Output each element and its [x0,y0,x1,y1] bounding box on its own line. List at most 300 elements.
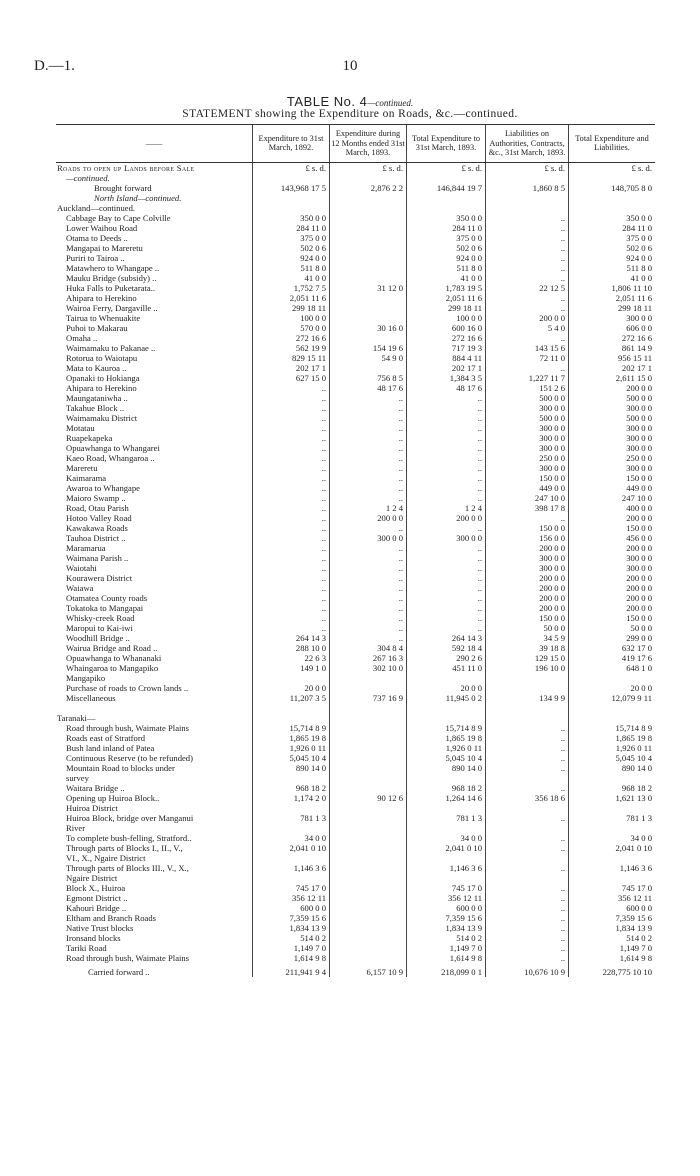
amount-cell: 1,926 0 11 [407,743,486,753]
amount-cell: .. [253,463,330,473]
table-row [56,253,655,263]
amount-cell: .. [253,543,330,553]
amount-cell: 781 1 3 [569,813,656,823]
amount-cell: 781 1 3 [407,813,486,823]
row-label [56,703,253,713]
amount-cell [253,703,330,713]
amount-cell: 924 0 0 [253,253,330,263]
amount-cell: .. [253,423,330,433]
amount-cell [569,853,656,863]
amount-cell: .. [486,253,569,263]
amount-cell: 149 1 0 [253,663,330,673]
row-label: Block X., Huiroa [66,882,126,893]
amount-cell: 15,714 8 9 [407,723,486,733]
document-code: D.—1. [34,58,75,74]
amount-cell: 356 12 11 [407,893,486,903]
row-label: Puriri to Tairoa .. [66,252,125,263]
row-label: Awaroa to Whangape [66,482,140,493]
amount-cell: 200 0 0 [569,573,656,583]
amount-cell: 632 17 0 [569,643,656,653]
row-label: Kourawera District [66,572,133,583]
amount-cell: 300 0 0 [486,433,569,443]
amount-cell: 200 0 0 [486,573,569,583]
amount-cell: .. [253,613,330,623]
amount-cell: .. [407,623,486,633]
row-label: Eltham and Branch Roads [66,912,156,923]
table-row [56,823,655,833]
amount-cell: .. [486,923,569,933]
amount-cell [486,873,569,883]
amount-cell: .. [486,333,569,343]
amount-cell: 1,174 2 0 [253,793,330,803]
page-header [0,58,700,82]
row-label: Purchase of roads to Crown lands .. [66,682,189,693]
amount-cell: 627 15 0 [253,373,330,383]
amount-cell: 272 16 6 [253,333,330,343]
table-row [56,443,655,453]
amount-cell: .. [407,523,486,533]
table-row [56,863,655,873]
amount-cell [330,203,407,213]
amount-cell [330,903,407,913]
amount-cell [407,203,486,213]
amount-cell [330,753,407,763]
amount-cell [253,773,330,783]
amount-cell: 456 0 0 [569,533,656,543]
row-label: Puhoi to Makarau [66,322,128,333]
amount-cell: .. [253,523,330,533]
amount-cell: 284 11 0 [569,223,656,233]
amount-cell: 356 12 11 [253,893,330,903]
table-row [56,162,655,173]
amount-cell: 562 19 9 [253,343,330,353]
amount-cell: .. [330,483,407,493]
amount-cell: .. [330,493,407,503]
amount-cell [569,873,656,883]
amount-cell: .. [253,553,330,563]
table-row [56,903,655,913]
amount-cell: .. [253,583,330,593]
amount-cell: 154 19 6 [330,343,407,353]
amount-cell: .. [330,613,407,623]
amount-cell: 1,806 11 10 [569,283,656,293]
row-label: Road, Otau Parish [66,502,129,513]
amount-cell: .. [486,723,569,733]
table-row [56,743,655,753]
amount-cell: 20 0 0 [569,683,656,693]
amount-cell: .. [330,393,407,403]
table-row [56,763,655,773]
table-row [56,393,655,403]
table-row [56,343,655,353]
amount-cell: .. [330,523,407,533]
amount-cell: 1,614 9 8 [253,953,330,963]
amount-cell [253,173,330,183]
amount-cell [253,203,330,213]
amount-cell: 200 0 0 [569,543,656,553]
amount-cell [486,853,569,863]
amount-cell [330,723,407,733]
table-row [56,263,655,273]
amount-cell [569,713,656,723]
amount-cell: 200 0 0 [569,593,656,603]
amount-cell: 745 17 0 [253,883,330,893]
row-label: Mangapiko [66,672,106,683]
amount-cell: 50 0 0 [486,623,569,633]
table-row [56,233,655,243]
amount-cell: 200 0 0 [486,543,569,553]
amount-cell: 143 15 6 [486,343,569,353]
column-header-exp-12-months: Expenditure during 12 Months ended 31st March, 1893. [330,125,407,163]
amount-cell: 606 0 0 [569,323,656,333]
amount-cell: .. [486,233,569,243]
amount-cell: 356 12 11 [569,893,656,903]
amount-cell: 2,876 2 2 [330,183,407,193]
amount-cell: 449 0 0 [569,483,656,493]
table-row [56,533,655,543]
amount-cell: .. [486,843,569,853]
row-label: Mareretu [66,462,98,473]
amount-cell: 375 0 0 [569,233,656,243]
amount-cell: 10,676 10 9 [486,963,569,977]
amount-cell: 570 0 0 [253,323,330,333]
table-row [56,593,655,603]
amount-cell [569,773,656,783]
amount-cell: .. [486,273,569,283]
amount-cell: 1,149 7 0 [569,943,656,953]
amount-cell: 100 0 0 [407,313,486,323]
amount-cell: 72 11 0 [486,353,569,363]
table-row [56,753,655,763]
table-row [56,483,655,493]
amount-cell: 449 0 0 [486,483,569,493]
row-label: Kawakawa Roads [66,522,128,533]
table-row [56,723,655,733]
amount-cell: .. [486,293,569,303]
amount-cell: 200 0 0 [569,383,656,393]
amount-cell [330,293,407,303]
amount-cell: 1,149 7 0 [253,943,330,953]
amount-cell: 717 19 3 [407,343,486,353]
amount-cell [407,873,486,883]
amount-cell: 200 0 0 [486,603,569,613]
amount-cell: .. [486,363,569,373]
table-row [56,383,655,393]
amount-cell: .. [486,813,569,823]
row-label: Ruapekapeka [66,432,113,443]
amount-cell: .. [330,473,407,483]
amount-cell: 968 18 2 [569,783,656,793]
row-label: survey [66,772,89,783]
amount-cell: .. [253,383,330,393]
table-row [56,563,655,573]
amount-cell: 100 0 0 [253,313,330,323]
amount-cell: 200 0 0 [486,583,569,593]
row-label: Lower Waihou Road [66,222,138,233]
amount-cell [330,333,407,343]
amount-cell: .. [407,423,486,433]
amount-cell: .. [486,753,569,763]
table-row [56,833,655,843]
table-row [56,933,655,943]
amount-cell: 1,865 19 8 [569,733,656,743]
amount-cell: .. [253,573,330,583]
row-label: Road through bush, Waimate Plains [66,952,190,963]
table-row [56,873,655,883]
amount-cell [486,773,569,783]
amount-cell: .. [407,463,486,473]
table-row [56,893,655,903]
amount-cell [330,813,407,823]
amount-cell: .. [407,613,486,623]
amount-cell: 451 11 0 [407,663,486,673]
amount-cell: 300 0 0 [569,423,656,433]
amount-cell [407,713,486,723]
amount-cell: £ s. d. [486,162,569,173]
row-label: Egmont District .. [66,892,128,903]
amount-cell: .. [330,403,407,413]
amount-cell: 299 18 11 [569,303,656,313]
amount-cell: .. [330,443,407,453]
row-label: Auckland—continued. [57,202,136,213]
amount-cell: .. [407,453,486,463]
amount-cell: 300 0 0 [486,423,569,433]
amount-cell: 11,945 0 2 [407,693,486,703]
amount-cell [569,703,656,713]
amount-cell: .. [330,413,407,423]
amount-cell: 300 0 0 [486,563,569,573]
amount-cell: 267 16 3 [330,653,407,663]
amount-cell: 54 9 0 [330,353,407,363]
table-row [56,963,655,977]
table-header [56,125,655,163]
amount-cell [407,173,486,183]
amount-cell: 48 17 6 [407,383,486,393]
amount-cell [253,713,330,723]
row-label: Hotoo Valley Road [66,512,132,523]
amount-cell: 41 0 0 [407,273,486,283]
table-row [56,333,655,343]
amount-cell: 600 0 0 [407,903,486,913]
amount-cell: 300 0 0 [569,403,656,413]
amount-cell: 884 4 11 [407,353,486,363]
amount-cell: .. [486,213,569,223]
amount-cell: .. [253,453,330,463]
row-label: Mauku Bridge (subsidy) .. [66,272,157,283]
table-row [56,843,655,853]
expenditure-table [56,124,655,977]
column-header-total-exp: Total Expenditure to 31st March, 1893. [407,125,486,163]
amount-cell: 304 8 4 [330,643,407,653]
table-row [56,673,655,683]
amount-cell: 50 0 0 [569,623,656,633]
row-label: Waiawa [66,582,94,593]
amount-cell: 12,079 9 11 [569,693,656,703]
amount-cell: .. [407,473,486,483]
row-label: Waiotahi [66,562,97,573]
amount-cell: 1,834 13 9 [569,923,656,933]
amount-cell [330,253,407,263]
amount-cell: 1 2 4 [407,503,486,513]
table-row [56,293,655,303]
row-label: Wairoa Ferry, Dargaville .. [66,302,158,313]
row-label: Maioro Swamp .. [66,492,126,503]
amount-cell: 302 10 0 [330,663,407,673]
row-label: Waimana Parish .. [66,552,129,563]
row-label: Whisky-creek Road [66,612,135,623]
amount-cell: 31 12 0 [330,283,407,293]
row-label: Mata to Kauroa .. [66,362,127,373]
amount-cell: 143,968 17 5 [253,183,330,193]
amount-cell: 890 14 0 [569,763,656,773]
amount-cell: .. [407,543,486,553]
amount-cell: .. [407,603,486,613]
table-row [56,243,655,253]
amount-cell: 2,051 11 6 [407,293,486,303]
amount-cell: .. [407,583,486,593]
amount-cell [407,673,486,683]
amount-cell: 1,834 13 9 [407,923,486,933]
column-header-item: —— [56,125,253,163]
row-label: Wairua Bridge and Road .. [66,642,158,653]
row-label: Continuous Reserve (to be refunded) [66,752,193,763]
table-row [56,323,655,333]
amount-cell: 829 15 11 [253,353,330,363]
table-row [56,363,655,373]
amount-cell: .. [253,483,330,493]
amount-cell [330,833,407,843]
amount-cell: .. [330,593,407,603]
table-row [56,623,655,633]
amount-cell: 202 17 1 [569,363,656,373]
amount-cell: 511 8 0 [569,263,656,273]
amount-cell [407,193,486,203]
table-row [56,603,655,613]
amount-cell: 20 0 0 [253,683,330,693]
row-label: Roads east of Stratford [66,732,145,743]
amount-cell: 20 0 0 [407,683,486,693]
amount-cell: 514 0 2 [253,933,330,943]
amount-cell: 148,705 8 0 [569,183,656,193]
amount-cell: .. [486,223,569,233]
amount-cell [330,673,407,683]
amount-cell [253,823,330,833]
amount-cell: 350 0 0 [407,213,486,223]
amount-cell: 39 18 8 [486,643,569,653]
amount-cell: .. [253,413,330,423]
amount-cell: 15,714 8 9 [253,723,330,733]
amount-cell: 1,146 3 6 [569,863,656,873]
row-label: Tairua to Whenuakite [66,312,141,323]
table-title [0,94,700,109]
amount-cell: 1,860 8 5 [486,183,569,193]
amount-cell: 400 0 0 [569,503,656,513]
amount-cell: 146,844 19 7 [407,183,486,193]
amount-cell: 1,146 3 6 [253,863,330,873]
amount-cell [330,223,407,233]
table-row [56,403,655,413]
row-label: Maropui to Kai-iwi [66,622,133,633]
row-label: Maungataniwha .. [66,392,128,403]
amount-cell [330,843,407,853]
row-label: Cabbage Bay to Cape Colville [66,212,171,223]
amount-cell [330,873,407,883]
amount-cell [486,203,569,213]
amount-cell: 300 0 0 [569,313,656,323]
table-row [56,733,655,743]
amount-cell: 781 1 3 [253,813,330,823]
amount-cell: 6,157 10 9 [330,963,407,977]
amount-cell [330,943,407,953]
row-label: Whaingaroa to Mangapiko [66,662,159,673]
table-row [56,463,655,473]
amount-cell: 150 0 0 [486,473,569,483]
amount-cell: .. [407,443,486,453]
amount-cell: 1,264 14 6 [407,793,486,803]
amount-cell: 200 0 0 [569,603,656,613]
row-label: Woodhill Bridge .. [66,632,130,643]
amount-cell: 34 0 0 [253,833,330,843]
table-row [56,813,655,823]
amount-cell [253,803,330,813]
table-row [56,953,655,963]
amount-cell: .. [330,463,407,473]
amount-cell [407,703,486,713]
amount-cell: 500 0 0 [569,413,656,423]
amount-cell [486,803,569,813]
table-row [56,193,655,203]
amount-cell [330,213,407,223]
amount-cell [330,243,407,253]
spacer-row [56,703,655,713]
amount-cell [330,823,407,833]
amount-cell: .. [486,943,569,953]
amount-cell [330,233,407,243]
amount-cell: 2,611 15 0 [569,373,656,383]
amount-cell: .. [486,933,569,943]
amount-cell [330,743,407,753]
table-row [56,473,655,483]
amount-cell: .. [486,863,569,873]
row-label: North Island—continued. [94,192,182,203]
amount-cell: 1,149 7 0 [407,943,486,953]
amount-cell [486,683,569,693]
amount-cell: .. [486,763,569,773]
amount-cell: 7,359 15 6 [569,913,656,923]
amount-cell: .. [407,553,486,563]
amount-cell: 5,045 10 4 [407,753,486,763]
amount-cell: 1,614 9 8 [569,953,656,963]
amount-cell: 419 17 6 [569,653,656,663]
table-row [56,523,655,533]
amount-cell [330,363,407,373]
table-row [56,663,655,673]
amount-cell: .. [330,423,407,433]
amount-cell: 5 4 0 [486,323,569,333]
amount-cell: .. [253,493,330,503]
amount-cell [407,773,486,783]
amount-cell [569,173,656,183]
table-row [56,853,655,863]
amount-cell: 1,384 3 5 [407,373,486,383]
amount-cell: 250 0 0 [486,453,569,463]
table-row [56,283,655,293]
row-label: Opanaki to Hokianga [66,372,140,383]
amount-cell [569,803,656,813]
amount-cell: .. [330,573,407,583]
amount-cell: 2,041 0 10 [253,843,330,853]
amount-cell: 502 0 6 [407,243,486,253]
